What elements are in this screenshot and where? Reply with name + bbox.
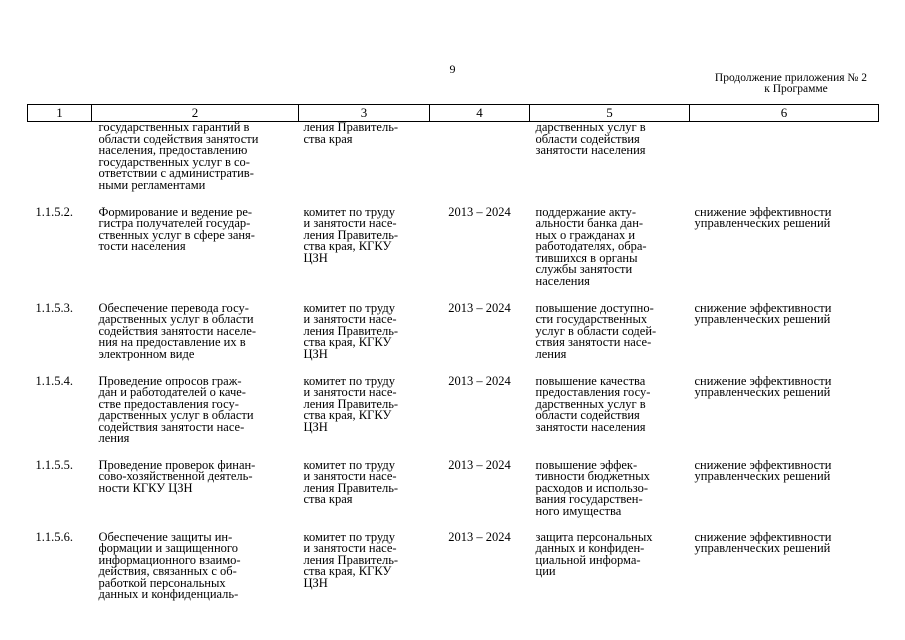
continuation-note bbox=[667, 73, 867, 95]
row-period: 2013 – 2024 bbox=[448, 300, 511, 315]
row-code: 1.1.5.4. bbox=[35, 373, 73, 388]
header-col-4: 4 bbox=[430, 105, 530, 122]
row-period: 2013 – 2024 bbox=[448, 529, 511, 544]
table-header bbox=[28, 105, 879, 122]
row-code: 1.1.5.5. bbox=[35, 457, 73, 472]
row-period: 2013 – 2024 bbox=[448, 373, 511, 388]
table-row bbox=[28, 303, 879, 376]
continuation-line-1: Продолжение приложения № 2 bbox=[714, 72, 867, 84]
row-executor: комитет по труду и занятости насе- ления Правитель- ства края, КГКУ ЦЗН bbox=[303, 373, 399, 434]
row-consequence: снижение эффективности управленческих решений bbox=[694, 373, 832, 399]
row-result: дарственных услуг в области содействия занятости населения bbox=[535, 120, 646, 157]
row-consequence: снижение эффективности управленческих решений bbox=[694, 457, 832, 483]
row-executor: комитет по труду и занятости насе- ления Правитель- ства края, КГКУ ЦЗН bbox=[303, 529, 399, 590]
row-measure: Обеспечение перевода госу- дарственных услуг в области содействия занятости населе- ния на предоставление их в электронном виде bbox=[98, 300, 257, 361]
row-code: 1.1.5.6. bbox=[35, 529, 73, 544]
row-consequence: снижение эффективности управленческих решений bbox=[694, 300, 832, 326]
table-row bbox=[28, 122, 879, 207]
row-measure: Формирование и ведение ре- гистра получателей государ- ственных услуг в сфере заня- тости населения bbox=[98, 204, 255, 253]
continuation-line-2: к Программе bbox=[764, 83, 828, 95]
table-row bbox=[28, 532, 879, 612]
row-result: повышение качества предоставления госу- дарственных услуг в области содействия занятости населения bbox=[535, 373, 651, 434]
header-col-6: 6 bbox=[690, 105, 879, 122]
header-col-2: 2 bbox=[92, 105, 299, 122]
row-result: защита персональных данных и конфиден- циальной информа- ции bbox=[535, 529, 653, 578]
program-table bbox=[27, 104, 879, 612]
row-measure: государственных гарантий в области содействия занятости населения, предоставлению государственных услуг в со- ответствии с административ- ными регламентами bbox=[98, 120, 259, 192]
table-row bbox=[28, 460, 879, 532]
row-executor: ления Правитель- ства края bbox=[303, 120, 399, 146]
row-period: 2013 – 2024 bbox=[448, 457, 511, 472]
row-code: 1.1.5.2. bbox=[35, 204, 73, 219]
table-row bbox=[28, 376, 879, 460]
row-measure: Обеспечение защиты ин- формации и защищенного информационного взаимо- действия, связанных с об- работкой персональных данных и конфиденциаль- bbox=[98, 529, 241, 601]
row-result: повышение эффек- тивности бюджетных расходов и использо- вания государствен- ного имущества bbox=[535, 457, 650, 518]
row-executor: комитет по труду и занятости насе- ления Правитель- ства края, КГКУ ЦЗН bbox=[303, 204, 399, 265]
row-executor: комитет по труду и занятости насе- ления Правитель- ства края, КГКУ ЦЗН bbox=[303, 300, 399, 361]
row-consequence: снижение эффективности управленческих решений bbox=[694, 204, 832, 230]
row-code: 1.1.5.3. bbox=[35, 300, 73, 315]
header-col-3: 3 bbox=[299, 105, 430, 122]
row-consequence: снижение эффективности управленческих решений bbox=[694, 529, 832, 555]
row-measure: Проведение опросов граж- дан и работодателей о каче- стве предоставления госу- дарственных услуг в области содействия занятости насе- ления bbox=[98, 373, 254, 445]
table-body bbox=[28, 122, 879, 612]
table-row bbox=[28, 207, 879, 303]
row-result: поддержание акту- альности банка дан- ных о гражданах и работодателях, обра- тившихся в органы службы занятости населения bbox=[535, 204, 647, 288]
row-executor: комитет по труду и занятости насе- ления Правитель- ства края bbox=[303, 457, 399, 506]
header-col-5: 5 bbox=[530, 105, 690, 122]
row-result: повышение доступно- сти государственных услуг в области содей- ствия занятости насе- ления bbox=[535, 300, 657, 361]
page-number: 9 bbox=[449, 62, 456, 76]
row-period: 2013 – 2024 bbox=[448, 204, 511, 219]
header-col-1: 1 bbox=[28, 105, 92, 122]
row-measure: Проведение проверок финан- сово-хозяйственной деятель- ности КГКУ ЦЗН bbox=[98, 457, 256, 495]
